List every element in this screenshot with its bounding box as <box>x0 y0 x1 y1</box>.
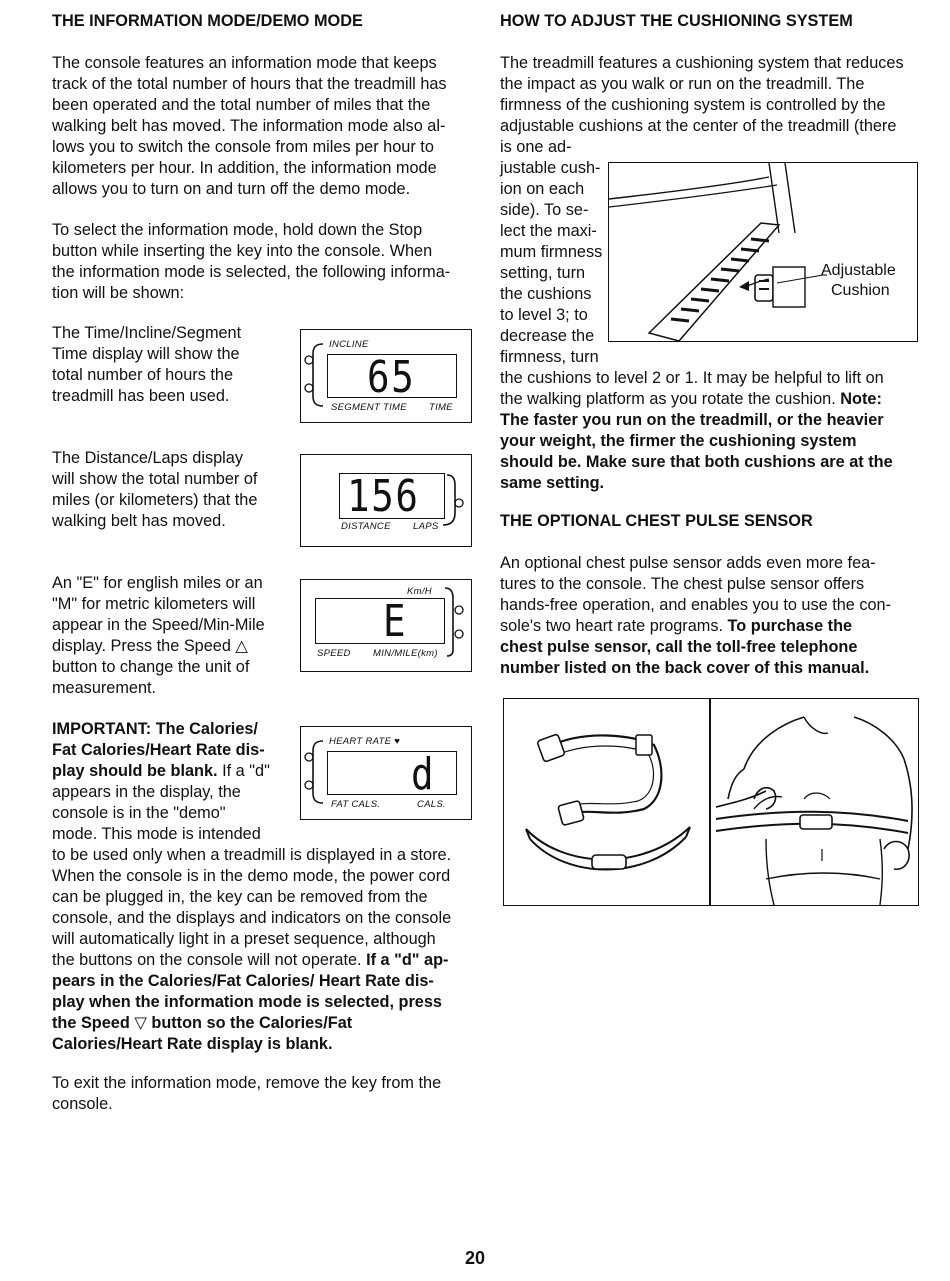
text-line: The Time/Incline/Segment <box>52 324 242 342</box>
text-line: the cushions to level 2 or 1. It may be helpful to lift on <box>500 369 884 387</box>
text-line: tures to the console. The chest pulse sensor offers <box>500 575 865 593</box>
text-line: console is in the "demo" <box>52 804 226 822</box>
text-line: the cushions <box>500 285 592 303</box>
text-line: can be plugged in, the key can be removed from the <box>52 888 428 906</box>
text-line: "M" for metric kilometers will <box>52 595 256 613</box>
text-line: track of the total number of hours that the treadmill has <box>52 75 447 93</box>
text-line: button to change the unit of <box>52 658 250 676</box>
text-line: The treadmill features a cushioning system that reduces <box>500 54 904 72</box>
page-number: 20 <box>464 1248 486 1268</box>
distance-label: DISTANCE <box>341 521 391 532</box>
min-mile-label: MIN/MILE(km) <box>373 648 438 659</box>
figure-label-adjustable: Adjustable <box>821 262 896 279</box>
cushion-figure <box>608 162 918 342</box>
speed-label: SPEED <box>317 648 351 659</box>
chest-sensor-figure <box>503 698 919 906</box>
pulse-bold-line: number listed on the back cover of this manual. <box>500 659 870 677</box>
kmh-label: Km/H <box>407 586 432 597</box>
cushion-heading: HOW TO ADJUST THE CUSHIONING SYSTEM <box>500 12 853 30</box>
segment-time-label: SEGMENT TIME <box>331 402 407 413</box>
info-mode-heading: THE INFORMATION MODE/DEMO MODE <box>52 12 363 30</box>
text-line: To exit the information mode, remove the key from the <box>52 1074 442 1092</box>
text-line: is one ad- <box>500 138 572 156</box>
speed-value: E <box>383 596 408 647</box>
text-line: When the console is in the demo mode, the power cord <box>52 867 451 885</box>
important-bold-line: IMPORTANT: The Calories/ <box>52 720 258 738</box>
text-line: mode. This mode is intended <box>52 825 261 843</box>
text-line: setting, turn <box>500 264 586 282</box>
text-line: will show the total number of <box>52 470 258 488</box>
distance-value: 156 <box>347 471 420 522</box>
text-line: To select the information mode, hold down the Stop <box>52 221 423 239</box>
text-line: allows you to turn on and turn off the demo mode. <box>52 180 411 198</box>
pulse-bold-line: To purchase the <box>723 617 853 635</box>
text-line: miles (or kilometers) that the <box>52 491 258 509</box>
text-line: total number of hours the <box>52 366 234 384</box>
text-line: adjustable cushions at the center of the treadmill (there <box>500 117 897 135</box>
time-label: TIME <box>429 402 453 413</box>
text-line: the buttons on the console will not operate. <box>52 951 362 969</box>
text-line: tion will be shown: <box>52 284 185 302</box>
important-bold-line: Calories/Heart Rate display is blank. <box>52 1035 333 1053</box>
text-line: If a "d" <box>217 762 270 780</box>
text-line: treadmill has been used. <box>52 387 230 405</box>
text-line: An "E" for english miles or an <box>52 574 263 592</box>
note-bold-line: The faster you run on the treadmill, or the heavier <box>500 411 884 429</box>
text-line: to be used only when a treadmill is displayed in a store. <box>52 846 452 864</box>
text-line: walking belt has moved. The information mode also al- <box>52 117 446 135</box>
figure-divider <box>709 699 711 905</box>
text-line: the impact as you walk or run on the treadmill. The <box>500 75 865 93</box>
text-line: The Distance/Laps display <box>52 449 243 467</box>
text-line: appears in the display, the <box>52 783 241 801</box>
speed-display <box>300 579 472 672</box>
text-line: the information mode is selected, the following informa- <box>52 263 451 281</box>
important-bold-line: play should be blank. <box>52 762 218 780</box>
text-line: ion on each <box>500 180 585 198</box>
laps-label: LAPS <box>413 521 439 532</box>
figure-label-cushion: Cushion <box>831 282 890 299</box>
text-line: button while inserting the key into the console. When <box>52 242 433 260</box>
note-bold-line: should be. Make sure that both cushions are at the <box>500 453 893 471</box>
important-bold-line: pears in the Calories/Fat Calories/ Heart Rate dis- <box>52 972 434 990</box>
text-line: measurement. <box>52 679 157 697</box>
heart-rate-value: d <box>411 749 436 800</box>
text-line: Time display will show the <box>52 345 240 363</box>
important-bold-line: If a "d" ap- <box>361 951 449 969</box>
important-bold-line: play when the information mode is selected, press <box>52 993 442 1011</box>
text-line: been operated and the total number of miles that the <box>52 96 431 114</box>
text-line: justable cush- <box>500 159 601 177</box>
heart-rate-label: HEART RATE ♥ <box>329 736 401 747</box>
text-line: mum firmness <box>500 243 603 261</box>
incline-display <box>300 329 472 423</box>
incline-label: INCLINE <box>329 339 369 350</box>
text-line: kilometers per hour. In addition, the information mode <box>52 159 437 177</box>
treadmill-cushion-illustration <box>609 163 917 341</box>
text-line: side). To se- <box>500 201 589 219</box>
pulse-heading: THE OPTIONAL CHEST PULSE SENSOR <box>500 512 813 530</box>
text-line: will automatically light in a preset sequence, although <box>52 930 436 948</box>
speed-window <box>315 596 445 647</box>
heart-rate-display <box>300 726 472 820</box>
text-line: hands-free operation, and enables you to use the con- <box>500 596 892 614</box>
text-line: firmness of the cushioning system is controlled by the <box>500 96 886 114</box>
text-line: firmness, turn <box>500 348 599 366</box>
text-line: The console features an information mode that keeps <box>52 54 437 72</box>
distance-display <box>300 454 472 547</box>
important-bold-line: the Speed ▽ button so the Calories/Fat <box>52 1014 353 1032</box>
text-line: An optional chest pulse sensor adds even more fea- <box>500 554 876 572</box>
note-bold-line: your weight, the firmer the cushioning system <box>500 432 857 450</box>
cals-label: CALS. <box>417 799 446 810</box>
note-bold-line: Note: <box>835 390 882 408</box>
chest-sensor-illustration <box>504 699 918 905</box>
text-line: walking belt has moved. <box>52 512 226 530</box>
text-line: display. Press the Speed △ <box>52 637 248 655</box>
text-line: the walking platform as you rotate the cushion. <box>500 390 836 408</box>
text-line: lect the maxi- <box>500 222 597 240</box>
text-line: sole's two heart rate programs. <box>500 617 724 635</box>
text-line: lows you to switch the console from miles per hour to <box>52 138 434 156</box>
text-line: appear in the Speed/Min-Mile <box>52 616 265 634</box>
incline-value: 65 <box>367 352 416 403</box>
text-line: console. <box>52 1095 113 1113</box>
heart-rate-window <box>327 749 457 800</box>
important-bold-line: Fat Calories/Heart Rate dis- <box>52 741 265 759</box>
note-bold-line: same setting. <box>500 474 605 492</box>
text-line: console, and the displays and indicators on the console <box>52 909 452 927</box>
fat-cals-label: FAT CALS. <box>331 799 381 810</box>
text-line: decrease the <box>500 327 595 345</box>
text-line: to level 3; to <box>500 306 588 324</box>
pulse-bold-line: chest pulse sensor, call the toll-free telephone <box>500 638 858 656</box>
